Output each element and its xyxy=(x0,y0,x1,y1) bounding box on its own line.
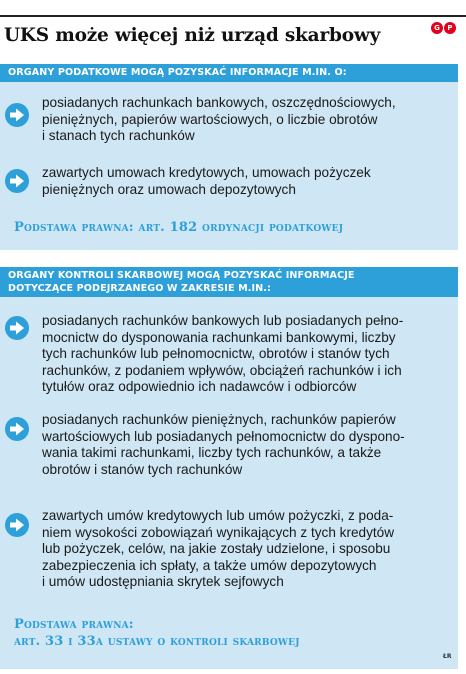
tax-authorities-header: ORGANY PODATKOWE MOGĄ POZYSKAĆ INFORMACJE M.IN. O: xyxy=(0,64,458,82)
list-item-text: zawartych umów kredytowych lub umów pożyczki, z poda- niem wysokości zobowiązań wynikających z tych kredytów lub pożyczek, celów, na jakie zostały udzielone, i sposobu zabezpieczenia ich spłaty, a także umów depozytowych i umów udostępniania skrytek sejfowych xyxy=(42,508,395,589)
arrow-right-icon xyxy=(5,103,29,127)
arrow-right-icon xyxy=(5,316,29,340)
list-item-text: posiadanych rachunków pieniężnych, rachunków papierów wartościowych lub posiadanych pełnomocnictw do dyspono- wania takimi rachunkami, liczby tych rachunków, a także obrotów i stanów tych rachunków xyxy=(42,412,405,477)
top-rule xyxy=(0,15,466,17)
logo-circle-left: G xyxy=(431,22,443,34)
tax-authorities-panel xyxy=(0,64,458,250)
fiscal-control-panel xyxy=(0,267,458,669)
logo-circle-right: P xyxy=(444,22,456,34)
arrow-right-icon xyxy=(5,513,29,537)
author-credit: ŁR xyxy=(443,653,452,660)
fiscal-control-header: ORGANY KONTROLI SKARBOWEJ MOGĄ POZYSKAĆ INFORMACJE DOTYCZĄCE PODEJRZANEGO W ZAKRESIE M.IN.: xyxy=(0,267,458,297)
legal-basis: Podstawa prawna: art. 182 ordynacji podatkowej xyxy=(14,220,344,235)
publisher-logo xyxy=(431,22,457,34)
list-item-text: posiadanych rachunkach bankowych, oszczędnościowych, pieniężnych, papierów wartościowych, o liczbie obrotów i stanach tych rachunków xyxy=(42,95,396,143)
list-item-text: posiadanych rachunków bankowych lub posiadanych pełno- mocnictw do dysponowania rachunkami bankowymi, liczby tych rachunków lub pełnomocnictw, obrotów i stanów tych rachunków, z podaniem wpływów, obciążeń rachunków i ich tytułów oraz odpowiednio ich nadawców i odbiorców xyxy=(42,313,404,394)
arrow-right-icon xyxy=(5,417,29,441)
page-title: UKS może więcej niż urząd skarbowy xyxy=(4,25,381,46)
arrow-right-icon xyxy=(5,169,29,193)
list-item-text: zawartych umowach kredytowych, umowach pożyczek pieniężnych oraz umowach depozytowych xyxy=(42,165,371,197)
legal-basis: Podstawa prawna: art. 33 i 33a ustawy o kontroli skarbowej xyxy=(14,617,300,649)
